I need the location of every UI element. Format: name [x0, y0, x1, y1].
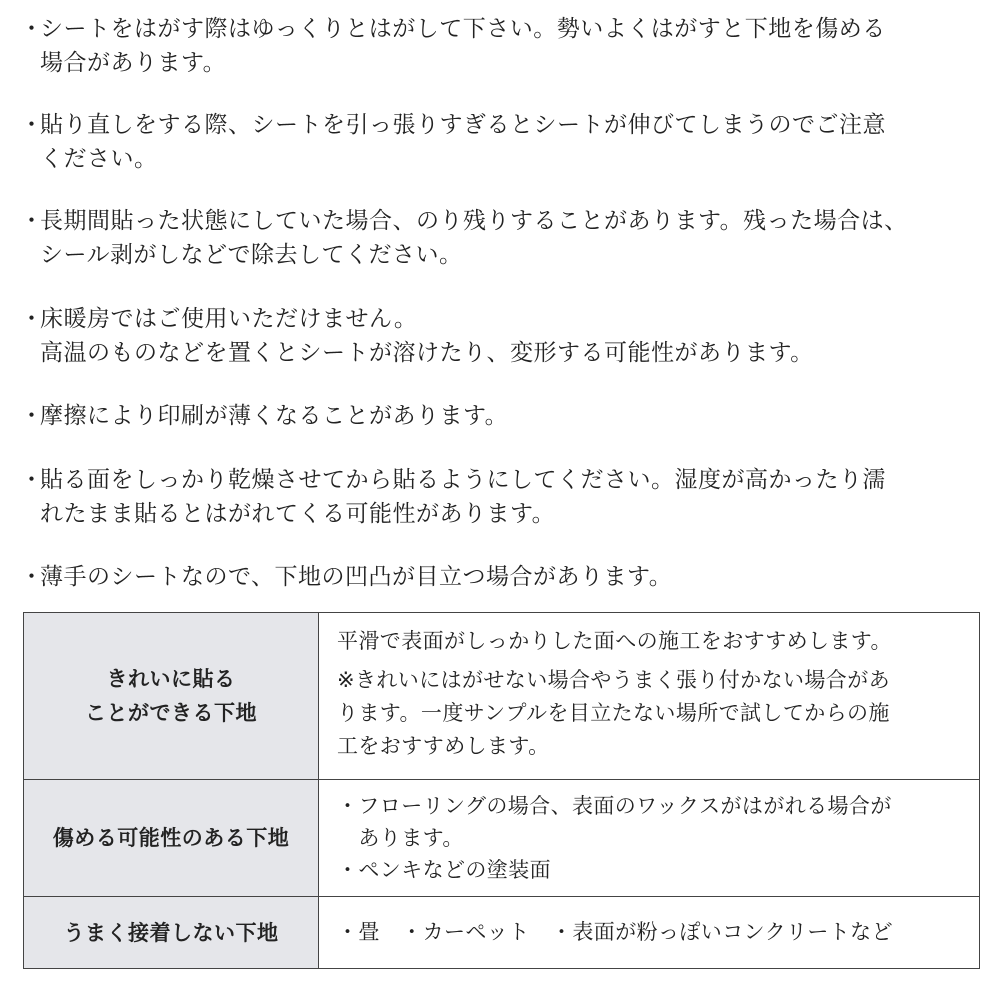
row-header-text: [85, 662, 257, 730]
note-line: [20, 12, 980, 46]
body-line: 工をおすすめします。: [337, 734, 550, 758]
bullet: ・: [20, 306, 44, 332]
table-row-damaging: [24, 779, 979, 896]
row-header: [24, 897, 319, 968]
bullet: ・: [20, 16, 44, 42]
note-line: [20, 463, 980, 497]
body-line: ・フローリングの場合、表面のワックスがはがれる場合が: [337, 794, 892, 818]
note-floor-heating: [20, 302, 980, 370]
note-line: [20, 560, 980, 594]
note-text: 薄手のシートなので、下地の凹凸が目立つ場合があります。: [40, 564, 673, 590]
bullet: ・: [20, 467, 44, 493]
row-header: [24, 613, 319, 779]
header-line: きれいに貼る: [106, 667, 236, 691]
body-line: ・畳 ・カーペット ・表面が粉っぽいコンクリートなど: [337, 920, 893, 944]
bullet: ・: [20, 403, 44, 429]
body-line: あります。: [337, 826, 464, 850]
row-header: [24, 780, 319, 896]
note-line: [20, 204, 980, 238]
header-line: ことができる下地: [85, 701, 257, 725]
note-line: [20, 399, 980, 433]
note-friction: [20, 399, 980, 433]
note-text: 長期間貼った状態にしていた場合、のり残りすることがあります。残った場合は、: [40, 208, 908, 234]
note-drying: [20, 463, 980, 531]
body-line: ります。一度サンプルを目立たない場所で試してからの施: [337, 701, 890, 725]
note-thin-sheet: [20, 560, 980, 594]
note-text: 床暖房ではご使用いただけません。: [40, 306, 418, 332]
note-text: 貼る面をしっかり乾燥させてから貼るようにしてください。湿度が高かったり濡: [40, 467, 886, 493]
note-text: 貼り直しをする際、シートを引っ張りすぎるとシートが伸びてしまうのでご注意: [40, 112, 886, 138]
table-row-non-adhesive: [24, 896, 979, 968]
note-line: ください。: [40, 146, 158, 172]
note-residue: [20, 204, 980, 272]
surface-table: [23, 612, 980, 969]
bullet: ・: [20, 564, 44, 590]
table-row-suitable: [24, 613, 979, 779]
note-line: [20, 302, 980, 336]
note-line: 場合があります。: [40, 50, 227, 76]
note-reapplying: [20, 108, 980, 176]
note-peeling: [20, 12, 980, 80]
note-line: れたまま貼るとはがれてくる可能性があります。: [40, 501, 556, 527]
body-line: 平滑で表面がしっかりした面への施工をおすすめします。: [337, 629, 892, 653]
row-body: [319, 613, 979, 779]
body-line: ※きれいにはがせない場合やうまく張り付かない場合があ: [337, 668, 890, 692]
bullet: ・: [20, 112, 44, 138]
header-line: 傷める可能性のある下地: [52, 826, 290, 850]
body-line: ・ペンキなどの塗装面: [337, 858, 551, 882]
note-text: シートをはがす際はゆっくりとはがして下さい。勢いよくはがすと下地を傷める: [40, 16, 886, 42]
note-text: 摩擦により印刷が薄くなることがあります。: [40, 403, 509, 429]
row-body: [319, 780, 979, 896]
bullet: ・: [20, 208, 44, 234]
note-line: [20, 108, 980, 142]
note-line: シール剥がしなどで除去してください。: [40, 242, 463, 268]
note-line: 高温のものなどを置くとシートが溶けたり、変形する可能性があります。: [40, 340, 814, 366]
row-body: [319, 897, 979, 968]
header-line: うまく接着しない下地: [63, 920, 279, 945]
